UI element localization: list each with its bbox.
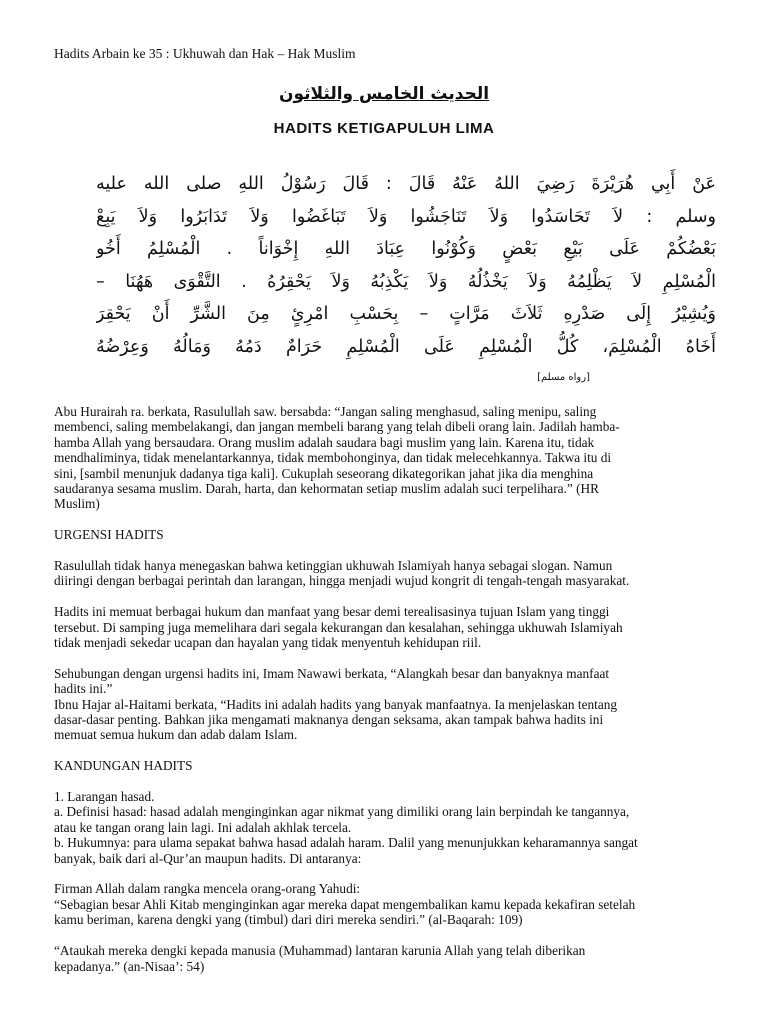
text-line: mendhaliminya, tidak menelantarkannya, tidak membohonginya, dan tidak melecehkannya. Takwa itu di	[54, 450, 612, 466]
text-line: b. Hukumnya: para ulama sepakat bahwa hasad adalah haram. Dalil yang menunjukkan keharamannya sangat	[54, 835, 638, 851]
text-line: dasar-dasar penting. Bahkan jika mengamati maknanya dengan seksama, akan tampak bahwa hadits ini	[54, 712, 604, 728]
arabic-title: الحديث الخامس والثلاثون	[278, 84, 490, 104]
paragraph	[54, 943, 714, 974]
arabic-line: الْمُسْلِمِ لاَ يَظْلِمُهُ وَلاَ يَخْذُلُهُ وَلاَ يَكْذِبُهُ وَلاَ يَحْقِرُهُ . التَّقْوَى هَهُنَا –	[96, 271, 716, 292]
text-line: atau ke tangan orang lain lagi. Ini adalah akhlak tercela.	[54, 819, 352, 835]
text-line: Ibnu Hajar al-Haitami berkata, “Hadits ini adalah hadits yang banyak manfaatnya. Ia menjelaskan tentang	[54, 696, 618, 712]
text-line: a. Definisi hasad: hasad adalah menginginkan agar nikmat yang dimiliki orang lain berpindah ke tangannya,	[54, 804, 630, 820]
text-line: banyak, baik dari al-Qur’an maupun hadits. Di antaranya:	[54, 850, 362, 866]
paragraph	[54, 604, 714, 650]
paragraph	[54, 558, 714, 589]
text-line: kepadanya.” (an-Nisaa’: 54)	[54, 958, 205, 974]
text-line: Rasulullah tidak hanya menegaskan bahwa ketinggian ukhuwah Islamiyah hanya sebagai slogan. Namun	[54, 558, 613, 574]
paragraph	[54, 789, 714, 866]
hadith-title: HADITS KETIGAPULUH LIMA	[273, 120, 495, 137]
text-line: Muslim)	[54, 496, 100, 512]
text-line: Abu Hurairah ra. berkata, Rasulullah saw. bersabda: “Jangan saling menghasud, saling menipu, saling	[54, 404, 597, 419]
text-line: “Sebagian besar Ahli Kitab menginginkan agar mereka dapat mengembalikan kamu kepada kekafiran setelah	[54, 896, 636, 912]
paragraph	[54, 404, 714, 512]
paragraph	[54, 881, 714, 927]
paragraph	[54, 758, 714, 773]
text-line: 1. Larangan hasad.	[54, 789, 155, 805]
text-line: “Ataukah mereka dengki kepada manusia (Muhammad) lantaran karunia Allah yang telah diberikan	[54, 943, 586, 959]
text-line: Hadits ini memuat berbagai hukum dan manfaat yang besar demi terealisasinya tujuan Islam yang tinggi	[54, 604, 610, 620]
text-line: URGENSI HADITS	[54, 527, 164, 543]
body-text	[54, 404, 714, 989]
text-line: hamba Allah yang bersaudara. Orang muslim adalah saudara bagi muslim yang lain. Karena itu, tidak	[54, 434, 595, 450]
text-line: tidak menjadi sekedar ucapan dan hayalan yang tidak menyentuh kehidupan riil.	[54, 635, 482, 651]
arabic-line: وَيُشِيْرُ إِلَى صَدْرِهِ ثَلاَثَ مَرَّاتٍ – بِحَسْبِ امْرِئٍ مِنَ الشَّرِّ أَنْ يَحْقِرَ	[96, 304, 716, 325]
text-line: saudaranya sesama muslim. Darah, harta, dan kehormatan setiap muslim adalah suci terpelihara.” (HR	[54, 481, 599, 497]
text-line: hadits ini.”	[54, 681, 113, 697]
text-line: sini, [sambil menunjuk dadanya tiga kali]. Cukuplah seseorang dikategorikan jahat jika dia menghina	[54, 465, 594, 481]
arabic-line: عَنْ أَبِي هُرَيْرَةَ رَضِيَ اللهُ عَنْهُ قَالَ : قَالَ رَسُوْلُ اللهِ صلى الله عليه	[96, 174, 716, 194]
paragraph	[54, 666, 714, 743]
text-line: membenci, saling membelakangi, dan jangan membeli barang yang telah dibeli orang lain. Jadilah hamba-	[54, 419, 620, 435]
text-line: memuat semua hukum dan adab dalam Islam.	[54, 727, 298, 743]
text-line: Firman Allah dalam rangka mencela orang-orang Yahudi:	[54, 881, 361, 897]
paragraph	[54, 527, 714, 542]
arabic-line: وسلم : لاَ تَحَاسَدُوا وَلاَ تَنَاجَشُوا وَلاَ تَبَاغَضُوا وَلاَ تَدَابَرُوا وَلاَ يَبِعْ	[96, 206, 716, 227]
page-header: Hadits Arbain ke 35 : Ukhuwah dan Hak – Hak Muslim	[54, 46, 356, 61]
text-line: kamu beriman, karena dengki yang (timbul) dari diri mereka sendiri.” (al-Baqarah: 109)	[54, 912, 523, 928]
text-line: diiringi dengan berbagai perintah dan larangan, hingga menjadi wujud kongrit di tengah-tengah masyarakat.	[54, 573, 630, 589]
arabic-source-citation: [رواه مسلم]	[537, 372, 590, 383]
arabic-line: بَعْضُكُمْ عَلَى بَيْعِ بَعْضٍ وَكُوْنُوا عِبَادَ اللهِ إِخْوَاناً . الْمُسْلِمُ أَخُو	[96, 239, 716, 260]
arabic-hadith-text	[96, 168, 716, 364]
text-line: tersebut. Di samping juga memelihara dari segala kekurangan dan kesalahan, sehingga ukhuwah Islamiyah	[54, 619, 623, 635]
arabic-line: أَخَاهُ الْمُسْلِمَ، كُلُّ الْمُسْلِمِ عَلَى الْمُسْلِمِ حَرَامٌ دَمُهُ وَمَالُهُ وَعِرْضُهُ	[96, 336, 716, 357]
text-line: KANDUNGAN HADITS	[54, 758, 193, 774]
text-line: Sehubungan dengan urgensi hadits ini, Imam Nawawi berkata, “Alangkah besar dan banyaknya manfaat	[54, 665, 610, 681]
